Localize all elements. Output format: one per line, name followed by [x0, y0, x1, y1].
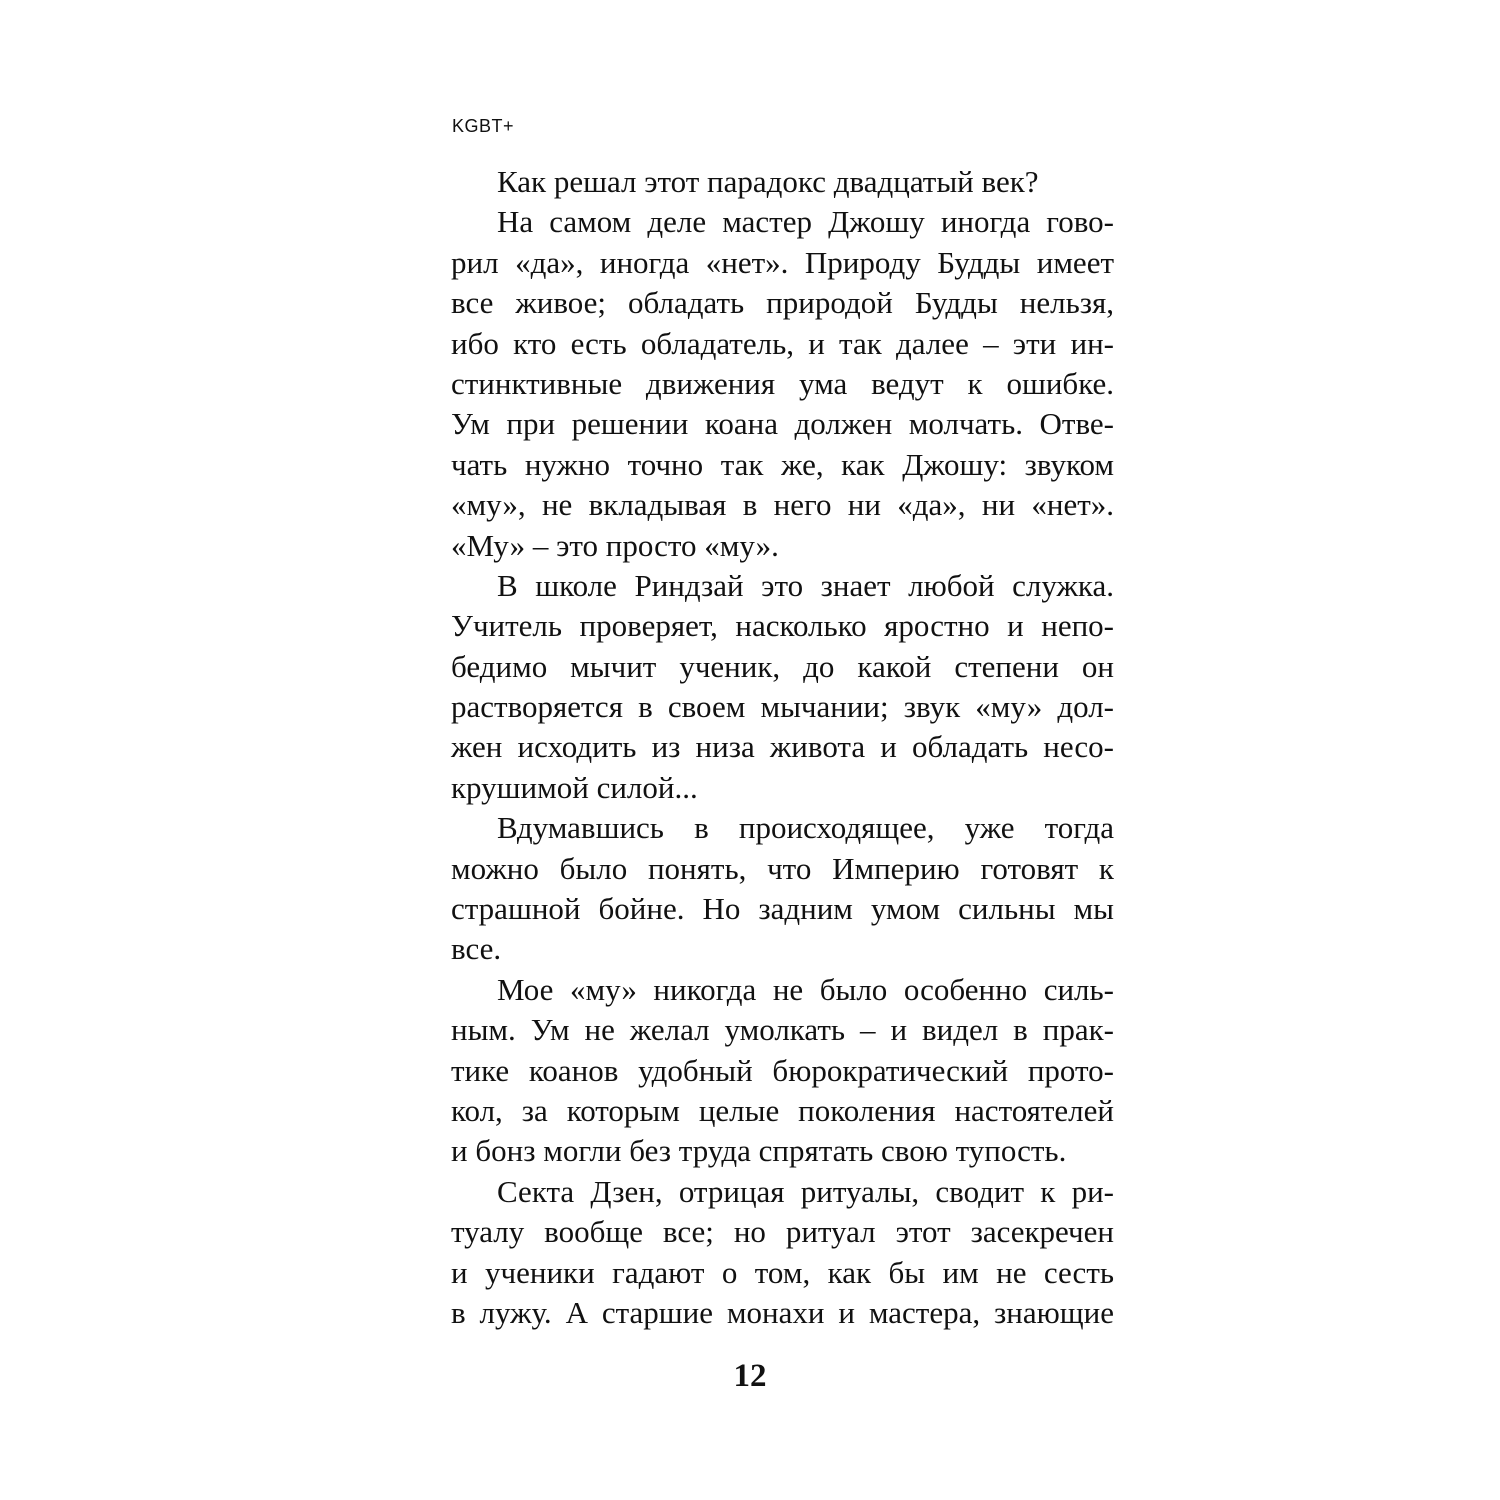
text-line: На самом деле мастер Джошу иногда гово-: [497, 204, 1114, 240]
text-line: Учитель проверяет, насколько яростно и непо-: [451, 608, 1114, 644]
text-line: Ум при решении коана должен молчать. Отве-: [451, 406, 1114, 442]
text-line: туалу вообще все; но ритуал этот засекречен: [451, 1214, 1114, 1250]
body-text: [451, 162, 1114, 1333]
text-line: и ученики гадают о том, как бы им не сесть: [451, 1254, 1114, 1290]
text-line: жен исходить из низа живота и обладать несо-: [451, 729, 1114, 765]
text-line: В школе Риндзай это знает любой служка.: [497, 567, 1114, 603]
text-line: крушимой силой...: [451, 769, 698, 805]
text-line: стинктивные движения ума ведут к ошибке.: [451, 365, 1114, 401]
page-number: 12: [733, 1358, 767, 1394]
text-line: чать нужно точно так же, как Джошу: звуком: [451, 446, 1114, 482]
running-header: KGBT+: [452, 116, 515, 136]
text-line: «му», не вкладывая в него ни «да», ни «нет».: [451, 487, 1114, 523]
text-line: «Му» – это просто «му».: [451, 527, 779, 563]
text-line: ным. Ум не желал умолкать – и видел в прак-: [451, 1012, 1114, 1048]
text-line: и бонз могли без труда спрятать свою тупость.: [451, 1133, 1067, 1169]
text-line: страшной бойне. Но задним умом сильны мы: [451, 891, 1114, 927]
text-line: ибо кто есть обладатель, и так далее – эти ин-: [451, 325, 1114, 361]
text-line: рил «да», иногда «нет». Природу Будды имеет: [451, 244, 1114, 280]
text-line: тике коанов удобный бюрократический прото-: [451, 1052, 1114, 1088]
text-line: все живое; обладать природой Будды нельзя,: [451, 285, 1114, 321]
text-line: бедимо мычит ученик, до какой степени он: [451, 648, 1114, 684]
text-line: Секта Дзен, отрицая ритуалы, сводит к ри-: [497, 1173, 1114, 1209]
text-line: Вдумавшись в происходящее, уже тогда: [497, 810, 1114, 846]
text-line: в лужу. А старшие монахи и мастера, знающие: [451, 1294, 1114, 1330]
text-line: Как решал этот парадокс двадцатый век?: [497, 164, 1039, 199]
text-line: кол, за которым целые поколения настоятелей: [451, 1092, 1114, 1128]
text-line: Мое «му» никогда не было особенно силь-: [497, 971, 1114, 1007]
text-line: растворяется в своем мычании; звук «му» дол-: [451, 689, 1114, 725]
text-line: все.: [451, 931, 502, 967]
text-line: можно было понять, что Империю готовят к: [451, 850, 1114, 886]
